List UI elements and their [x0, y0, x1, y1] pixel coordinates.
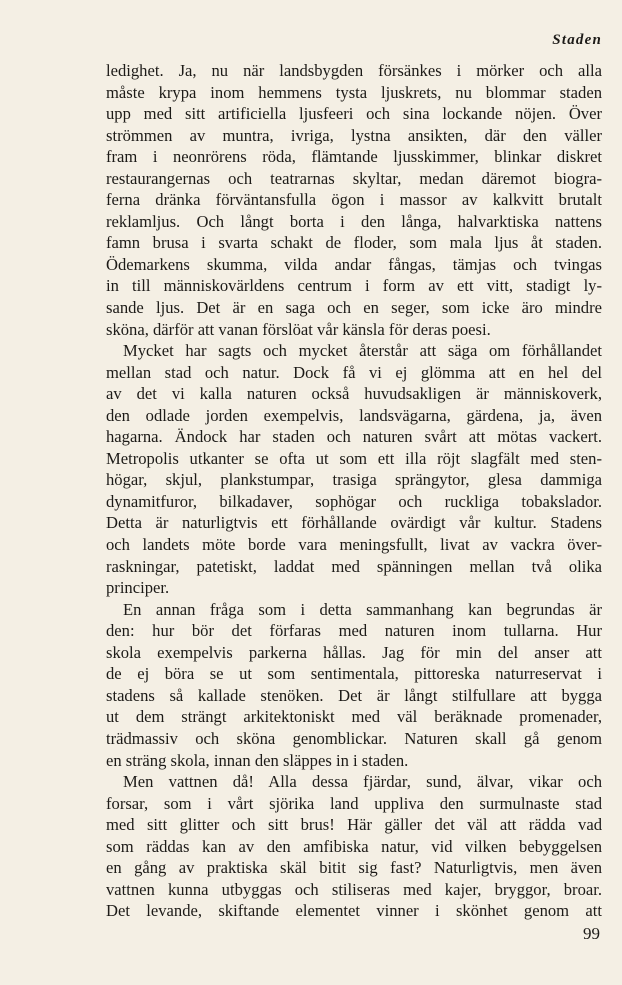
text-line: en gång av praktiska skäl bitit sig fast? Naturligtvis, men även	[106, 858, 602, 878]
text-line: ut dem strängt arkitektoniskt med väl beräknade promenader,	[106, 707, 602, 727]
text-line: forsar, som i vårt sjörika land uppliva den surmulnaste stad	[106, 793, 602, 813]
text-line: mellan stad och natur. Dock få vi ej glömma att en hel del	[106, 362, 602, 382]
text-line: med sitt glitter och sitt brus! Här gäller det väl att rädda vad	[106, 815, 602, 835]
paragraph	[106, 599, 602, 771]
text-line: måste krypa inom hemmens tysta ljuskrets, nu blommar staden	[106, 82, 602, 102]
paragraph	[106, 340, 602, 599]
text-line: famn brusa i svarta schakt de floder, som mala ljus åt staden.	[106, 233, 602, 253]
body-text	[106, 60, 602, 922]
text-line: in till människovärldens centrum i form av ett vitt, stadigt ly-	[106, 276, 602, 296]
text-line: Det levande, skiftande elementet vinner i skönhet genom att	[106, 901, 602, 921]
text-line: raskningar, patetiskt, laddat med spänningen mellan två olika	[106, 556, 602, 576]
page-number: 99	[583, 924, 600, 943]
text-line: en sträng skola, innan den släppes in i staden.	[106, 750, 409, 770]
text-line: fram i neonrörens röda, flämtande ljusskimmer, blinkar diskret	[106, 147, 602, 167]
text-line: stadens så kallade stenöken. Det är långt stilfullare att bygga	[106, 685, 602, 705]
text-line: principer.	[106, 578, 170, 598]
text-line: strömmen av muntra, ivriga, lystna ansikten, där den väller	[106, 125, 602, 145]
text-line: av det vi kalla naturen också huvudsakligen är människoverk,	[106, 384, 602, 404]
text-line: hagarna. Ändock har staden och naturen svårt att mötas vackert.	[106, 427, 602, 447]
text-line: restaurangernas och teatrarnas skyltar, medan däremot biogra-	[106, 168, 602, 188]
text-line: sande ljus. Det är en saga och en seger, som icke äro mindre	[106, 298, 602, 318]
text-line: Ödemarkens skumma, vilda andar fångas, tämjas och tvingas	[106, 254, 602, 274]
running-head: Staden	[552, 32, 602, 48]
text-line: Mycket har sagts och mycket återstår att säga om förhållandet	[123, 341, 602, 361]
text-line: som räddas kan av den amfibiska natur, vid vilken bebyggelsen	[106, 836, 602, 856]
text-line: En annan fråga som i detta sammanhang kan begrundas är	[123, 599, 602, 619]
paragraph	[106, 60, 602, 340]
text-line: vattnen kunna utbyggas och stiliseras med kajer, bryggor, broar.	[106, 879, 602, 899]
text-line: ledighet. Ja, nu när landsbygden försänkes i mörker och alla	[106, 61, 602, 80]
text-line: sköna, därför att vanan förslöat vår känsla för deras poesi.	[106, 319, 491, 339]
text-line: Men vattnen då! Alla dessa fjärdar, sund, älvar, vikar och	[123, 772, 602, 792]
text-line: skola exempelvis parkerna hållas. Jag för min del anser att	[106, 642, 602, 662]
paragraph	[106, 771, 602, 922]
text-line: och landets möte borde vara meningsfullt, livat av vackra över-	[106, 535, 602, 555]
text-line: den: hur bör det förfaras med naturen inom tullarna. Hur	[106, 621, 602, 641]
text-line: trädmassiv och sköna genomblickar. Naturen skall gå genom	[106, 728, 602, 748]
text-line: dynamitfuror, bilkadaver, sophögar och ruckliga tobakslador.	[106, 491, 602, 511]
text-line: reklamljus. Och långt borta i den långa, halvarktiska nattens	[106, 211, 602, 231]
text-line: upp med sitt artificiella ljusfeeri och sina lockande nöjen. Över	[106, 104, 602, 124]
text-line: högar, skjul, plankstumpar, trasiga sprängytor, glesa dammiga	[106, 470, 602, 490]
text-line: ferna dränka förväntansfulla ögon i massor av kalkvitt brutalt	[106, 190, 602, 210]
text-line: den odlade jorden exempelvis, landsvägarna, gärdena, ja, även	[106, 405, 602, 425]
text-line: Detta är naturligtvis ett förhållande ovärdigt vår kultur. Stadens	[106, 513, 602, 533]
text-line: Metropolis utkanter se ofta ut som ett illa röjt slagfält med sten-	[106, 448, 602, 468]
text-line: de ej böra se ut som sentimentala, pittoreska naturreservat i	[106, 664, 602, 684]
